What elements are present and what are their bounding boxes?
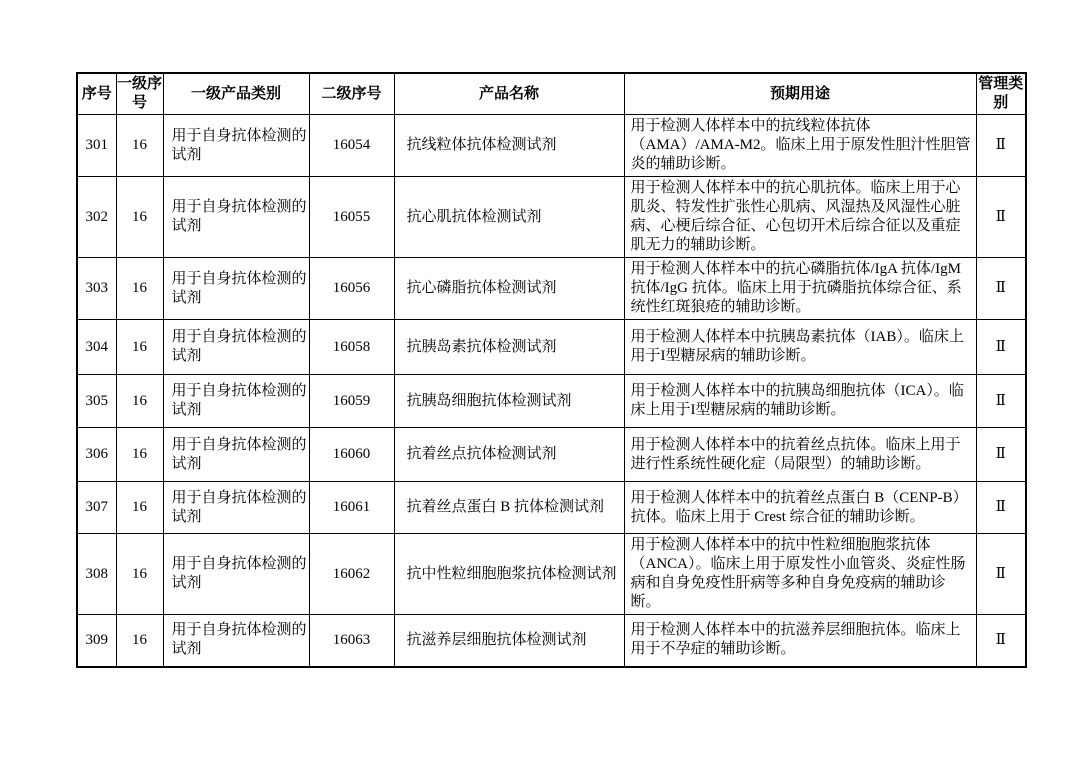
mgmt-class-cell: Ⅱ [976, 375, 1026, 428]
intended-use-cell: 用于检测人体样本中的抗心磷脂抗体/IgA 抗体/IgM 抗体/IgG 抗体。临床上用于抗磷脂抗体综合征、系统性红斑狼疮的辅助诊断。 [624, 258, 976, 320]
mgmt-class-cell: Ⅱ [976, 615, 1026, 667]
level1-no-cell: 16 [116, 615, 163, 667]
product-name-cell: 抗心肌抗体检测试剂 [394, 177, 624, 258]
header-seq: 序号 [77, 73, 116, 115]
table-row [77, 177, 1026, 258]
table-row [77, 482, 1026, 534]
mgmt-class-cell: Ⅱ [976, 115, 1026, 177]
level1-no-cell: 16 [116, 115, 163, 177]
category-cell: 用于自身抗体检测的试剂 [163, 115, 309, 177]
mgmt-class-cell: Ⅱ [976, 177, 1026, 258]
level2-no-cell: 16060 [309, 428, 394, 482]
category-cell: 用于自身抗体检测的试剂 [163, 482, 309, 534]
product-name-cell: 抗线粒体抗体检测试剂 [394, 115, 624, 177]
level2-no-cell: 16055 [309, 177, 394, 258]
table-header [77, 73, 1026, 115]
seq-cell: 308 [77, 534, 116, 615]
seq-cell: 307 [77, 482, 116, 534]
level2-no-cell: 16054 [309, 115, 394, 177]
header-category: 一级产品类别 [163, 73, 309, 115]
seq-cell: 304 [77, 320, 116, 375]
level2-no-cell: 16059 [309, 375, 394, 428]
level1-no-cell: 16 [116, 482, 163, 534]
table-row [77, 615, 1026, 667]
intended-use-cell: 用于检测人体样本中的抗胰岛细胞抗体（ICA）。临床上用于I型糖尿病的辅助诊断。 [624, 375, 976, 428]
intended-use-cell: 用于检测人体样本中的抗中性粒细胞胞浆抗体（ANCA）。临床上用于原发性小血管炎、炎症性肠病和自身免疫性肝病等多种自身免疫病的辅助诊断。 [624, 534, 976, 615]
table-header-row [77, 73, 1026, 115]
level1-no-cell: 16 [116, 375, 163, 428]
seq-cell: 303 [77, 258, 116, 320]
level2-no-cell: 16062 [309, 534, 394, 615]
intended-use-cell: 用于检测人体样本中的抗心肌抗体。临床上用于心肌炎、特发性扩张性心肌病、风湿热及风湿性心脏病、心梗后综合征、心包切开术后综合征以及重症肌无力的辅助诊断。 [624, 177, 976, 258]
table-body [77, 115, 1026, 667]
header-level1-no: 一级序号 [116, 73, 163, 115]
category-cell: 用于自身抗体检测的试剂 [163, 534, 309, 615]
category-cell: 用于自身抗体检测的试剂 [163, 375, 309, 428]
product-name-cell: 抗着丝点蛋白 B 抗体检测试剂 [394, 482, 624, 534]
table-row [77, 375, 1026, 428]
header-level2-no: 二级序号 [309, 73, 394, 115]
level2-no-cell: 16063 [309, 615, 394, 667]
table-row [77, 258, 1026, 320]
product-name-cell: 抗胰岛素抗体检测试剂 [394, 320, 624, 375]
intended-use-cell: 用于检测人体样本中的抗着丝点蛋白 B（CENP-B）抗体。临床上用于 Crest 综合征的辅助诊断。 [624, 482, 976, 534]
level1-no-cell: 16 [116, 320, 163, 375]
intended-use-cell: 用于检测人体样本中抗胰岛素抗体（IAB）。临床上用于I型糖尿病的辅助诊断。 [624, 320, 976, 375]
table-row [77, 534, 1026, 615]
mgmt-class-cell: Ⅱ [976, 320, 1026, 375]
intended-use-cell: 用于检测人体样本中的抗线粒体抗体（AMA）/AMA-M2。临床上用于原发性胆汁性胆管炎的辅助诊断。 [624, 115, 976, 177]
product-name-cell: 抗滋养层细胞抗体检测试剂 [394, 615, 624, 667]
category-cell: 用于自身抗体检测的试剂 [163, 320, 309, 375]
category-cell: 用于自身抗体检测的试剂 [163, 428, 309, 482]
mgmt-class-cell: Ⅱ [976, 258, 1026, 320]
seq-cell: 302 [77, 177, 116, 258]
mgmt-class-cell: Ⅱ [976, 428, 1026, 482]
level2-no-cell: 16058 [309, 320, 394, 375]
product-name-cell: 抗心磷脂抗体检测试剂 [394, 258, 624, 320]
product-name-cell: 抗中性粒细胞胞浆抗体检测试剂 [394, 534, 624, 615]
table-row [77, 115, 1026, 177]
level1-no-cell: 16 [116, 534, 163, 615]
intended-use-cell: 用于检测人体样本中的抗着丝点抗体。临床上用于进行性系统性硬化症（局限型）的辅助诊断。 [624, 428, 976, 482]
table-row [77, 428, 1026, 482]
category-cell: 用于自身抗体检测的试剂 [163, 615, 309, 667]
product-classification-table [76, 72, 1027, 668]
seq-cell: 301 [77, 115, 116, 177]
intended-use-cell: 用于检测人体样本中的抗滋养层细胞抗体。临床上用于不孕症的辅助诊断。 [624, 615, 976, 667]
category-cell: 用于自身抗体检测的试剂 [163, 177, 309, 258]
header-mgmt-class: 管理类别 [976, 73, 1026, 115]
level1-no-cell: 16 [116, 177, 163, 258]
header-product-name: 产品名称 [394, 73, 624, 115]
level1-no-cell: 16 [116, 258, 163, 320]
table-row [77, 320, 1026, 375]
mgmt-class-cell: Ⅱ [976, 482, 1026, 534]
category-cell: 用于自身抗体检测的试剂 [163, 258, 309, 320]
mgmt-class-cell: Ⅱ [976, 534, 1026, 615]
seq-cell: 305 [77, 375, 116, 428]
product-name-cell: 抗胰岛细胞抗体检测试剂 [394, 375, 624, 428]
level2-no-cell: 16061 [309, 482, 394, 534]
seq-cell: 309 [77, 615, 116, 667]
header-intended-use: 预期用途 [624, 73, 976, 115]
product-name-cell: 抗着丝点抗体检测试剂 [394, 428, 624, 482]
level2-no-cell: 16056 [309, 258, 394, 320]
level1-no-cell: 16 [116, 428, 163, 482]
seq-cell: 306 [77, 428, 116, 482]
